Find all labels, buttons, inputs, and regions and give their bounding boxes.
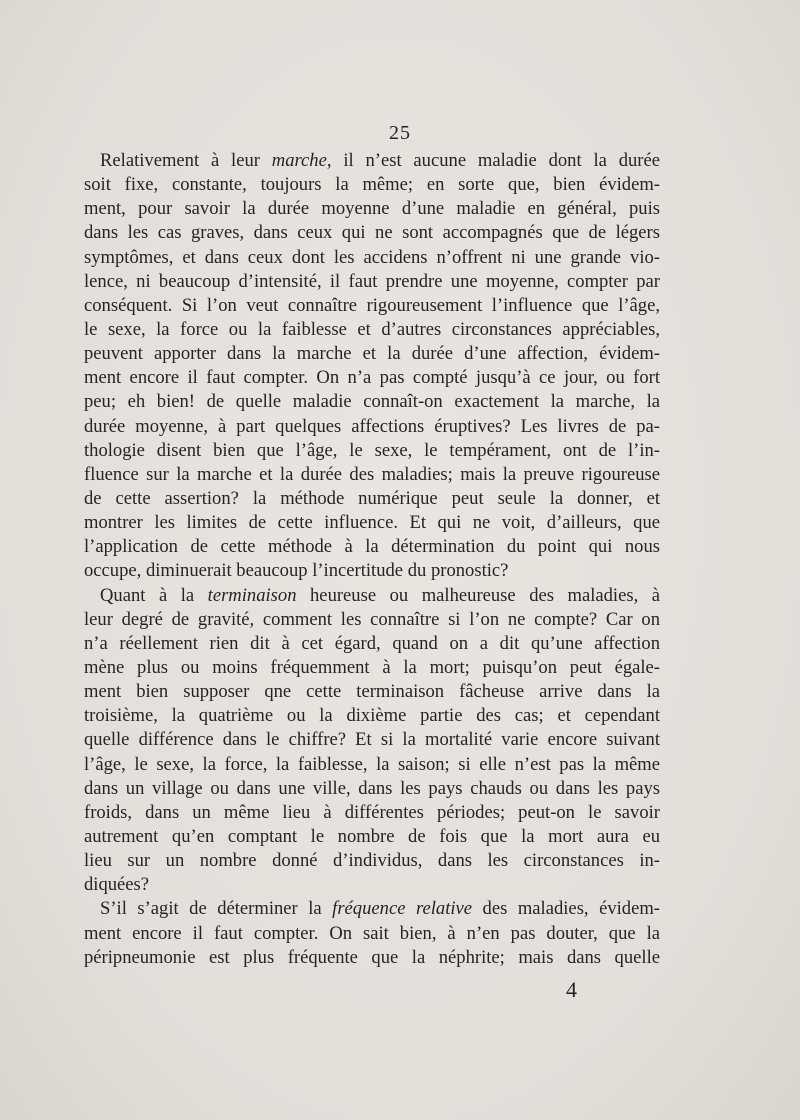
- text-run: leur degré de gravité, comment les connaître si l’on ne compte? Car on: [84, 608, 660, 630]
- text-line: [84, 728, 660, 752]
- italic-term: terminaison: [207, 584, 297, 606]
- text-run: , il n’est aucune maladie dont la durée: [326, 150, 660, 171]
- text-line: [84, 270, 660, 294]
- text-line: [84, 149, 660, 173]
- text-run: n’a réellement rien dit à cet égard, quand on a dit qu’une affection: [84, 632, 660, 654]
- text-line: [84, 366, 660, 390]
- text-line: [84, 559, 660, 583]
- text-line: [84, 463, 660, 487]
- text-run: soit fixe, constante, toujours la même; en sorte que, bien évidem-: [84, 174, 660, 196]
- text-line: [84, 294, 660, 318]
- text-run: peu; eh bien! de quelle maladie connaît-on exactement la marche, la: [84, 391, 660, 413]
- text-run: quelle différence dans le chiffre? Et si la mortalité varie encore suivant: [84, 729, 660, 751]
- text-run: durée moyenne, à part quelques affections éruptives? Les livres de pa-: [84, 415, 660, 437]
- text-run: péripneumonie est plus fréquente que la néphrite; mais dans quelle: [84, 946, 660, 968]
- text-run: thologie disent bien que l’âge, le sexe, le tempérament, ont de l’in-: [84, 439, 660, 461]
- italic-term: marche: [271, 150, 327, 171]
- text-line: [84, 246, 660, 270]
- text-line: [84, 173, 660, 197]
- text-line: [84, 342, 660, 366]
- text-line: [84, 897, 660, 921]
- text-run: dans un village ou dans une ville, dans les pays chauds ou dans les pays: [84, 777, 660, 799]
- text-line: [84, 801, 660, 825]
- text-line: [84, 439, 660, 463]
- text-line: [84, 922, 660, 946]
- text-line: [84, 632, 660, 656]
- text-line: [84, 584, 660, 608]
- text-run: ment encore il faut compter. On n’a pas compté jusqu’à ce jour, ou fort: [84, 367, 660, 389]
- text-run: des maladies, évidem-: [472, 898, 660, 920]
- signature-mark: 4: [566, 977, 577, 1002]
- text-line: [84, 946, 660, 970]
- text-run: Quant à la: [100, 584, 208, 606]
- text-run: froids, dans un même lieu à différentes périodes; peut-on le savoir: [84, 801, 660, 823]
- text-run: ment, pour savoir la durée moyenne d’une maladie en général, puis: [84, 198, 660, 220]
- text-line: [84, 656, 660, 680]
- text-run: autrement qu’en comptant le nombre de fois que la mort aura eu: [84, 825, 660, 847]
- text-run: troisième, la quatrième ou la dixième partie des cas; et cependant: [84, 705, 660, 727]
- text-run: conséquent. Si l’on veut connaître rigoureusement l’influence que l’âge,: [84, 294, 660, 316]
- text-line: [84, 487, 660, 511]
- text-line: [84, 825, 660, 849]
- text-line: [84, 873, 660, 897]
- italic-term: fréquence relative: [332, 898, 473, 920]
- text-run: lieu sur un nombre donné d’individus, dans les circonstances in-: [84, 850, 660, 872]
- text-line: [84, 511, 660, 535]
- text-run: fluence sur la marche et la durée des maladies; mais la preuve rigoureuse: [84, 463, 660, 485]
- page-number: 25: [389, 122, 411, 144]
- text-line: [84, 415, 660, 439]
- text-run: symptômes, et dans ceux dont les accidens n’offrent ni une grande vio-: [84, 246, 660, 268]
- text-run: l’application de cette méthode à la détermination du point qui nous: [84, 536, 660, 558]
- text-run: dans les cas graves, dans ceux qui ne sont accompagnés que de légers: [84, 222, 660, 244]
- text-run: l’âge, le sexe, la force, la faiblesse, la saison; si elle n’est pas la même: [84, 753, 660, 775]
- text-line: [84, 753, 660, 777]
- text-line: [84, 535, 660, 559]
- text-line: [84, 390, 660, 414]
- text-run: mène plus ou moins fréquemment à la mort; puisqu’on peut égale-: [84, 656, 660, 678]
- text-run: peuvent apporter dans la marche et la durée d’une affection, évidem-: [84, 343, 660, 365]
- text-run: occupe, diminuerait beaucoup l’incertitude du pronostic?: [84, 560, 509, 582]
- text-line: [84, 608, 660, 632]
- text-run: montrer les limites de cette influence. Et qui ne voit, d’ailleurs, que: [84, 512, 660, 534]
- body-text: [84, 149, 660, 970]
- text-line: [84, 221, 660, 245]
- text-line: [84, 318, 660, 342]
- text-line: [84, 777, 660, 801]
- text-run: de cette assertion? la méthode numérique peut seule la donner, et: [84, 487, 660, 509]
- text-run: ment encore il faut compter. On sait bien, à n’en pas douter, que la: [84, 922, 660, 944]
- text-run: heureuse ou malheureuse des maladies, à: [296, 584, 660, 606]
- text-run: ment bien supposer qne cette terminaison fâcheuse arrive dans la: [84, 681, 660, 703]
- text-run: le sexe, la force ou la faiblesse et d’autres circonstances appréciables,: [84, 318, 660, 340]
- text-run: diquées?: [84, 874, 150, 896]
- text-run: lence, ni beaucoup d’intensité, il faut prendre une moyenne, compter par: [84, 270, 660, 292]
- text-line: [84, 704, 660, 728]
- text-run: S’il s’agit de déterminer la: [100, 898, 333, 920]
- text-line: [84, 680, 660, 704]
- text-run: Relativement à leur: [100, 150, 272, 171]
- text-line: [84, 197, 660, 221]
- text-line: [84, 849, 660, 873]
